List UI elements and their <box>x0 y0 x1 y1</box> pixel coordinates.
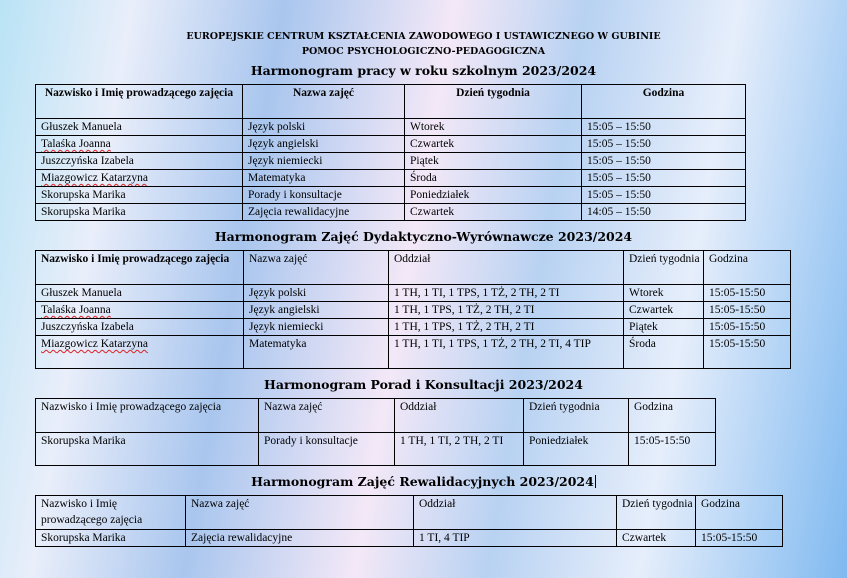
subject-name: Język niemiecki <box>244 319 389 336</box>
rehabilitation-classes-table <box>35 495 783 547</box>
class-groups: 1 TH, 1 TPS, 1 TŻ, 2 TH, 2 TI <box>389 319 624 336</box>
column-header: Nazwisko i Imię prowadzącego zajęcia <box>36 399 259 433</box>
table-row <box>36 336 791 369</box>
weekday: Czwartek <box>617 530 696 547</box>
text-cursor <box>595 475 596 488</box>
teacher-name: Juszczyńska Izabela <box>36 153 243 170</box>
time-slot: 15:05-15:50 <box>704 285 791 302</box>
time-slot: 15:05 – 15:50 <box>582 187 746 204</box>
table1-title: Harmonogram pracy w roku szkolnym 2023/2024 <box>250 63 597 78</box>
class-groups: 1 TH, 1 TI, 1 TPS, 1 TŻ, 2 TH, 2 TI <box>389 285 624 302</box>
weekday: Wtorek <box>624 285 704 302</box>
table-header-row <box>36 251 791 285</box>
subject-name: Matematyka <box>244 336 389 369</box>
table-row <box>36 433 716 466</box>
table4-title: Harmonogram Zajęć Rewalidacyjnych 2023/2024 <box>251 474 594 489</box>
time-slot: 14:05 – 15:50 <box>582 204 746 221</box>
column-header: Oddział <box>395 399 524 433</box>
table-row <box>36 136 746 153</box>
time-slot: 15:05 – 15:50 <box>582 170 746 187</box>
class-groups: 1 TH, 1 TPS, 1 TŻ, 2 TH, 2 TI <box>389 302 624 319</box>
column-header: Godzina <box>696 496 783 530</box>
weekday: Poniedziałek <box>405 187 582 204</box>
column-header: Nazwisko i Imię prowadzącego zajęcia <box>36 85 243 119</box>
teacher-name: Głuszek Manuela <box>36 119 243 136</box>
table-row <box>36 119 746 136</box>
subject-name: Język polski <box>243 119 405 136</box>
table-header-row <box>36 399 716 433</box>
weekday: Środa <box>624 336 704 369</box>
weekday: Wtorek <box>405 119 582 136</box>
table-row <box>36 153 746 170</box>
weekday: Środa <box>405 170 582 187</box>
teacher-name: Skorupska Marika <box>36 187 243 204</box>
teacher-name: Miazgowicz Katarzyna <box>36 336 244 369</box>
weekday: Poniedziałek <box>524 433 629 466</box>
time-slot: 15:05 – 15:50 <box>582 136 746 153</box>
column-header: Nazwa zajęć <box>259 399 395 433</box>
teacher-name: Skorupska Marika <box>36 433 259 466</box>
teacher-name: Juszczyńska Izabela <box>36 319 244 336</box>
time-slot: 15:05-15:50 <box>704 302 791 319</box>
table4-title-row <box>0 474 847 489</box>
table-row <box>36 530 783 547</box>
column-header: Oddział <box>389 251 624 285</box>
subject-name: Porady i konsultacje <box>243 187 405 204</box>
column-header: Nazwisko i Imię prowadzącego zajęcia <box>36 251 244 285</box>
teacher-name: Talaśka Joanna <box>36 136 243 153</box>
column-header: Dzień tygodnia <box>624 251 704 285</box>
subject-name: Zajęcia rewalidacyjne <box>243 204 405 221</box>
column-header: Nazwisko i Imię prowadzącego zajęcia <box>36 496 186 530</box>
institution-name: EUROPEJSKIE CENTRUM KSZTAŁCENIA ZAWODOWEGO I USTAWICZNEGO W GUBINIE <box>186 31 661 42</box>
weekday: Piątek <box>624 319 704 336</box>
subject-name: Język angielski <box>243 136 405 153</box>
class-groups: 1 TH, 1 TI, 2 TH, 2 TI <box>395 433 524 466</box>
time-slot: 15:05-15:50 <box>629 433 716 466</box>
teacher-name: Talaśka Joanna <box>36 302 244 319</box>
subject-name: Język niemiecki <box>243 153 405 170</box>
teacher-name: Miazgowicz Katarzyna <box>36 170 243 187</box>
work-schedule-table <box>35 84 746 221</box>
teacher-name: Skorupska Marika <box>36 204 243 221</box>
teacher-name: Skorupska Marika <box>36 530 186 547</box>
time-slot: 15:05-15:50 <box>696 530 783 547</box>
table-header-row <box>36 85 746 119</box>
weekday: Czwartek <box>405 204 582 221</box>
subject-name: Porady i konsultacje <box>259 433 395 466</box>
table2-title: Harmonogram Zajęć Dydaktyczno-Wyrównawcze 2023/2024 <box>214 229 633 244</box>
column-header: Godzina <box>629 399 716 433</box>
class-groups: 1 TH, 1 TI, 1 TPS, 1 TŻ, 2 TH, 2 TI, 4 TIP <box>389 336 624 369</box>
column-header: Oddział <box>414 496 617 530</box>
column-header: Dzień tygodnia <box>524 399 629 433</box>
column-header: Nazwa zajęć <box>243 85 405 119</box>
subject-name: Język angielski <box>244 302 389 319</box>
column-header: Dzień tygodnia <box>617 496 696 530</box>
table-row <box>36 204 746 221</box>
remedial-classes-table <box>35 250 791 369</box>
time-slot: 15:05-15:50 <box>704 336 791 369</box>
time-slot: 15:05-15:50 <box>704 319 791 336</box>
subject-name: Zajęcia rewalidacyjne <box>186 530 414 547</box>
time-slot: 15:05 – 15:50 <box>582 119 746 136</box>
department-name: POMOC PSYCHOLOGICZNO-PEDAGOGICZNA <box>301 46 546 57</box>
table-header-row <box>36 496 783 530</box>
table-row <box>36 319 791 336</box>
table-row <box>36 302 791 319</box>
column-header: Godzina <box>582 85 746 119</box>
table-row <box>36 285 791 302</box>
weekday: Czwartek <box>405 136 582 153</box>
table-row <box>36 187 746 204</box>
column-header: Godzina <box>704 251 791 285</box>
consultations-table <box>35 398 716 466</box>
column-header: Nazwa zajęć <box>186 496 414 530</box>
table3-title: Harmonogram Porad i Konsultacji 2023/2024 <box>264 377 583 392</box>
weekday: Piątek <box>405 153 582 170</box>
table-row <box>36 170 746 187</box>
subject-name: Język polski <box>244 285 389 302</box>
weekday: Czwartek <box>624 302 704 319</box>
time-slot: 15:05 – 15:50 <box>582 153 746 170</box>
teacher-name: Głuszek Manuela <box>36 285 244 302</box>
subject-name: Matematyka <box>243 170 405 187</box>
class-groups: 1 TI, 4 TIP <box>414 530 617 547</box>
column-header: Dzień tygodnia <box>405 85 582 119</box>
column-header: Nazwa zajęć <box>244 251 389 285</box>
